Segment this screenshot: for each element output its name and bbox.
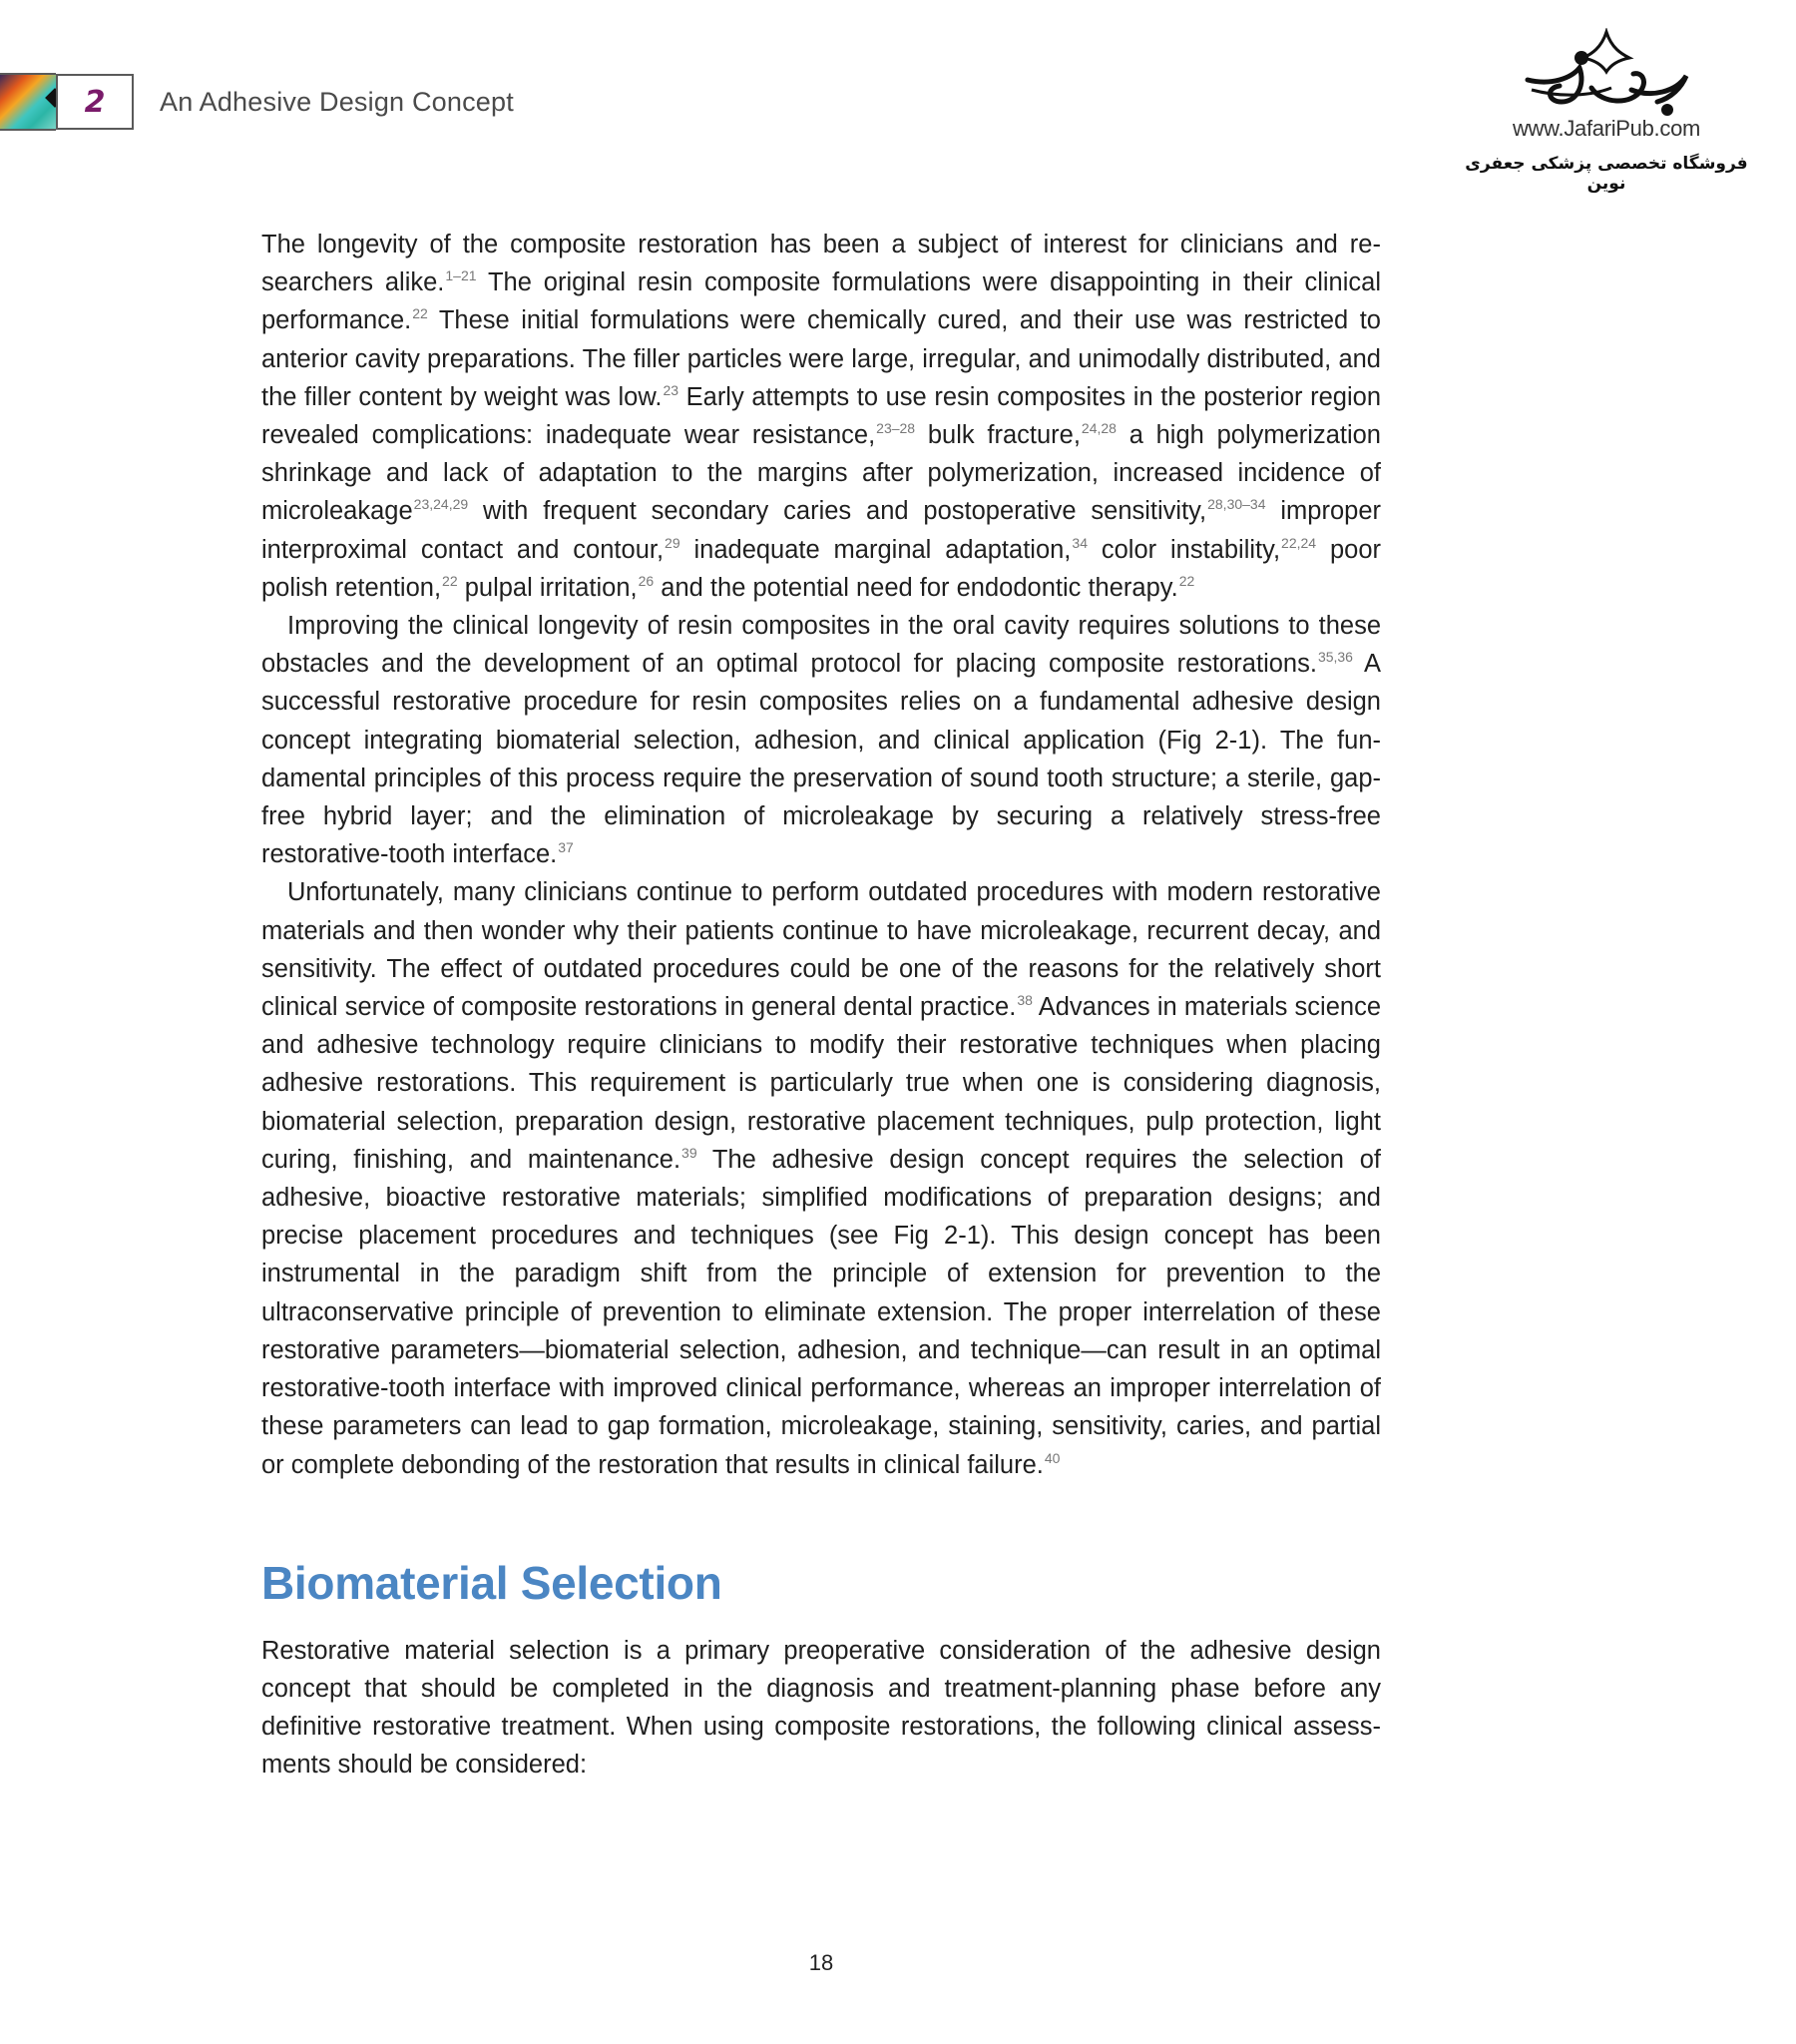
citation-superscript: 40 xyxy=(1044,1449,1061,1466)
paragraph-text: with frequent secondary caries and postoperative sensitivity, xyxy=(468,497,1207,526)
paragraph-text: A successful restorative procedure for resin composites relies on a fundamental adhesive design concept integrating biomaterial selection, adhesion, and clinical application (Fig 2-1). The fundamental principles of this process require the preservation of sound tooth structure; a sterile, gap-free hybrid layer; and the elimination of microleakage by securing a relatively stress-free restorative-tooth interface. xyxy=(261,650,1381,869)
citation-superscript: 1–21 xyxy=(445,267,477,284)
running-title: An Adhesive Design Concept xyxy=(160,86,514,117)
citation-superscript: 35,36 xyxy=(1317,649,1353,666)
paragraph-text: and the potential need for endodontic therapy. xyxy=(654,573,1178,602)
paragraph-text: These initial formulations were chemically cured, and their use was restricted to anterior cavity preparations. The filler particles were large, irregular, and unimodally distributed, and the filler content by weight was low. xyxy=(261,306,1381,411)
chapter-number: 2 xyxy=(84,84,106,120)
main-text-column xyxy=(261,226,1381,1785)
paragraph-text: Advances in materials science and adhesive technology require clinicians to modify their restorative techniques when placing adhesive restorations. This requirement is particularly true when one is considering diagnosis, biomaterial selection, preparation design, restorative placement techniques, pulp protection, light curing, finishing, and maintenance. xyxy=(261,993,1382,1174)
page-number: 18 xyxy=(808,1950,834,1975)
publisher-logo xyxy=(1457,28,1756,198)
citation-superscript: 22 xyxy=(412,305,428,322)
citation-superscript: 34 xyxy=(1072,534,1088,551)
citation-superscript: 28,30–34 xyxy=(1207,496,1266,513)
paragraph-text: Improving the clinical longevity of resin composites in the oral cavity requires solutions to these obstacles and the development of an optimal protocol for placing composite restorations. xyxy=(261,612,1381,679)
body-paragraphs xyxy=(261,226,1381,1484)
paragraph-text: a high polymerization shrinkage and lack of adaptation to the margins after polymerization, increased incidence of microleakage xyxy=(261,421,1381,526)
citation-superscript: 23,24,29 xyxy=(413,496,469,513)
chapter-thumbnail-image xyxy=(0,73,56,131)
body-paragraph xyxy=(261,607,1381,873)
citation-superscript: 23 xyxy=(663,381,679,398)
paragraph-text: pulpal irritation, xyxy=(457,573,638,602)
citation-superscript: 39 xyxy=(681,1144,697,1161)
paragraph-text: The longevity of the composite restoration has been a subject of interest for clinicians and researchers alike. xyxy=(261,231,1381,297)
citation-superscript: 26 xyxy=(638,572,655,589)
paragraph-text: Early attempts to use resin composites in the posterior region revealed complications: inadequate wear resistance, xyxy=(261,382,1381,450)
body-paragraph xyxy=(261,226,1381,607)
jafaripub-calligraphy-icon xyxy=(1522,28,1691,118)
body-paragraph xyxy=(261,873,1381,1483)
running-header xyxy=(0,74,514,130)
citation-superscript: 23–28 xyxy=(876,420,916,437)
paragraph-text: The adhesive design concept requires the selection of adhesive, bioactive restorative materials; simplified modifications of preparation designs; and precise placement procedures and techniques (see Fig 2-1). This design concept has been instrumental in the paradigm shift from the principle of extension for prevention to the ultraconservative principle of prevention to eliminate extension. The proper interrelation of these restorative parameters—biomaterial selection, adhesion, and technique—can result in an optimal restorative-tooth interface with improved clinical performance, whereas an improper interrelation of these parameters can lead to gap formation, microleakage, staining, sensitivity, caries, and partial or complete debonding of the restoration that results in clinical failure. xyxy=(261,1145,1381,1479)
paragraph-text: Unfortunately, many clinicians continue to perform outdated procedures with modern restorative materials and then wonder why their patients continue to have microleakage, recurrent decay, and sensitivity. The effect of outdated procedures could be one of the reasons for the relatively short clinical service of composite restorations in general dental practice. xyxy=(261,878,1381,1022)
paragraph-text: poor polish retention, xyxy=(261,535,1381,602)
paragraph-text: inadequate marginal adaptation, xyxy=(679,535,1072,564)
publisher-persian-tagline: فروشگاه تخصصی پزشکی جعفری نوین xyxy=(1465,154,1748,194)
paragraph-text: bulk fracture, xyxy=(915,421,1081,450)
citation-superscript: 38 xyxy=(1017,992,1033,1009)
publisher-url: www.JafariPub.com xyxy=(1512,116,1701,141)
citation-superscript: 37 xyxy=(558,839,574,856)
citation-superscript: 22,24 xyxy=(1281,534,1317,551)
paragraph-text: The original resin composite formulations were disappointing in their clinical performance. xyxy=(261,268,1381,335)
chapter-number-box xyxy=(56,74,134,130)
section-heading: Biomaterial Selection xyxy=(261,1556,722,1609)
citation-superscript: 22 xyxy=(1178,572,1195,589)
section-paragraph: Restorative material selection is a primary preoperative consideration of the adhesive design concept that should be completed in the diagnosis and treatment-planning phase before any definitive restorative treatment. When using composite restorations, the following clinical assessments should be considered: xyxy=(261,1636,1381,1780)
citation-superscript: 29 xyxy=(665,534,680,551)
citation-superscript: 24,28 xyxy=(1081,420,1117,437)
paragraph-text: color instability, xyxy=(1087,535,1281,564)
paragraph-text: improper interproximal contact and contour, xyxy=(261,497,1381,564)
citation-superscript: 22 xyxy=(442,572,458,589)
